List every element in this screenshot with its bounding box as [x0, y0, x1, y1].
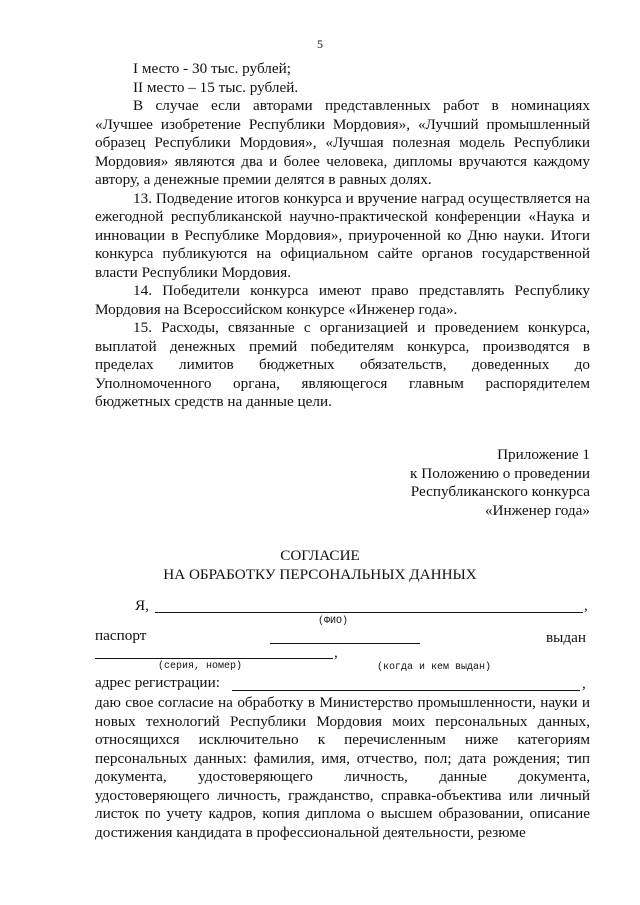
appendix-line-2: к Положению о проведении — [410, 464, 590, 482]
passport-label: паспорт — [95, 627, 147, 644]
consent-text-block — [95, 694, 590, 842]
series-hint: (серия, номер) — [158, 661, 243, 672]
passport-series-field[interactable] — [95, 658, 333, 659]
consent-text: даю свое согласие на обработку в Министерство промышленности, науки и новых технологий Республики Мордовия моих персональных данных, относящихся исключительно к перечисленным ниже категориям персональных данных: фамилия, имя, отчество, пол; дата рождения; тип документа, удостоверяющего личность, данные документа, удостоверяющего личность, гражданство, справка-объектива или личный листок по учету кадров, копия диплома о высшем образовании, описание достижения кандидата в профессиональной деятельности, резюме — [95, 694, 590, 841]
passport-field[interactable] — [270, 643, 420, 644]
consent-title-line-1: СОГЛАСИЕ — [280, 547, 360, 564]
address-field[interactable] — [232, 690, 580, 691]
appendix-line-4: «Инженер года» — [484, 501, 590, 519]
page-number: 5 — [317, 37, 323, 51]
paragraph-13: 13. Подведение итогов конкурса и вручение наград осуществляется на ежегодной республиканской научно-практической конференции «Наука и инновации в Республике Мордовия», приуроченной ко Дню науки. Итоги конкурса публикуются на официальном сайте органов государственной власти Республики Мордовия. — [95, 189, 590, 281]
main-text-block — [95, 60, 590, 412]
prize-second: II место – 15 тыс. рублей. — [133, 78, 299, 96]
issued-by-hint: (когда и кем выдан) — [377, 662, 492, 673]
appendix-heading — [330, 446, 590, 520]
appendix-line-1: Приложение 1 — [497, 446, 590, 463]
address-comma: , — [582, 675, 586, 692]
paragraph-authors: В случае если авторами представленных работ в номинациях «Лучшее изобретение Республики Мордовия», «Лучший промышленный образец Республики Мордовия», «Лучшая полезная модель Республики Мордовия» являются два и более человека, дипломы вручаются каждому автору, а денежные премии делятся в равных долях. — [95, 97, 590, 188]
consent-title — [0, 546, 640, 584]
paragraph-14: 14. Победители конкурса имеют право представлять Республику Мордовия на Всероссийском конкурсе «Инженер года». — [95, 282, 590, 318]
fio-comma: , — [584, 597, 588, 614]
ya-label: Я, — [135, 597, 149, 614]
paragraph-15: 15. Расходы, связанные с организацией и проведением конкурса, выплатой денежных премий победителям конкурса, производятся в пределах лимитов бюджетных обязательств, доведенных до Уполномоченного органа, являющегося главным распорядителем бюджетных средств на данные цели. — [95, 319, 590, 410]
consent-title-line-2: НА ОБРАБОТКУ ПЕРСОНАЛЬНЫХ ДАННЫХ — [163, 566, 477, 583]
prize-first: I место - 30 тыс. рублей; — [133, 60, 291, 77]
address-label: адрес регистрации: — [95, 674, 220, 691]
fio-hint: (ФИО) — [318, 616, 349, 627]
appendix-line-3: Республиканского конкурса — [410, 483, 590, 500]
series-comma: , — [334, 644, 338, 661]
issued-label: выдан — [546, 629, 586, 646]
fio-field[interactable] — [155, 612, 583, 613]
